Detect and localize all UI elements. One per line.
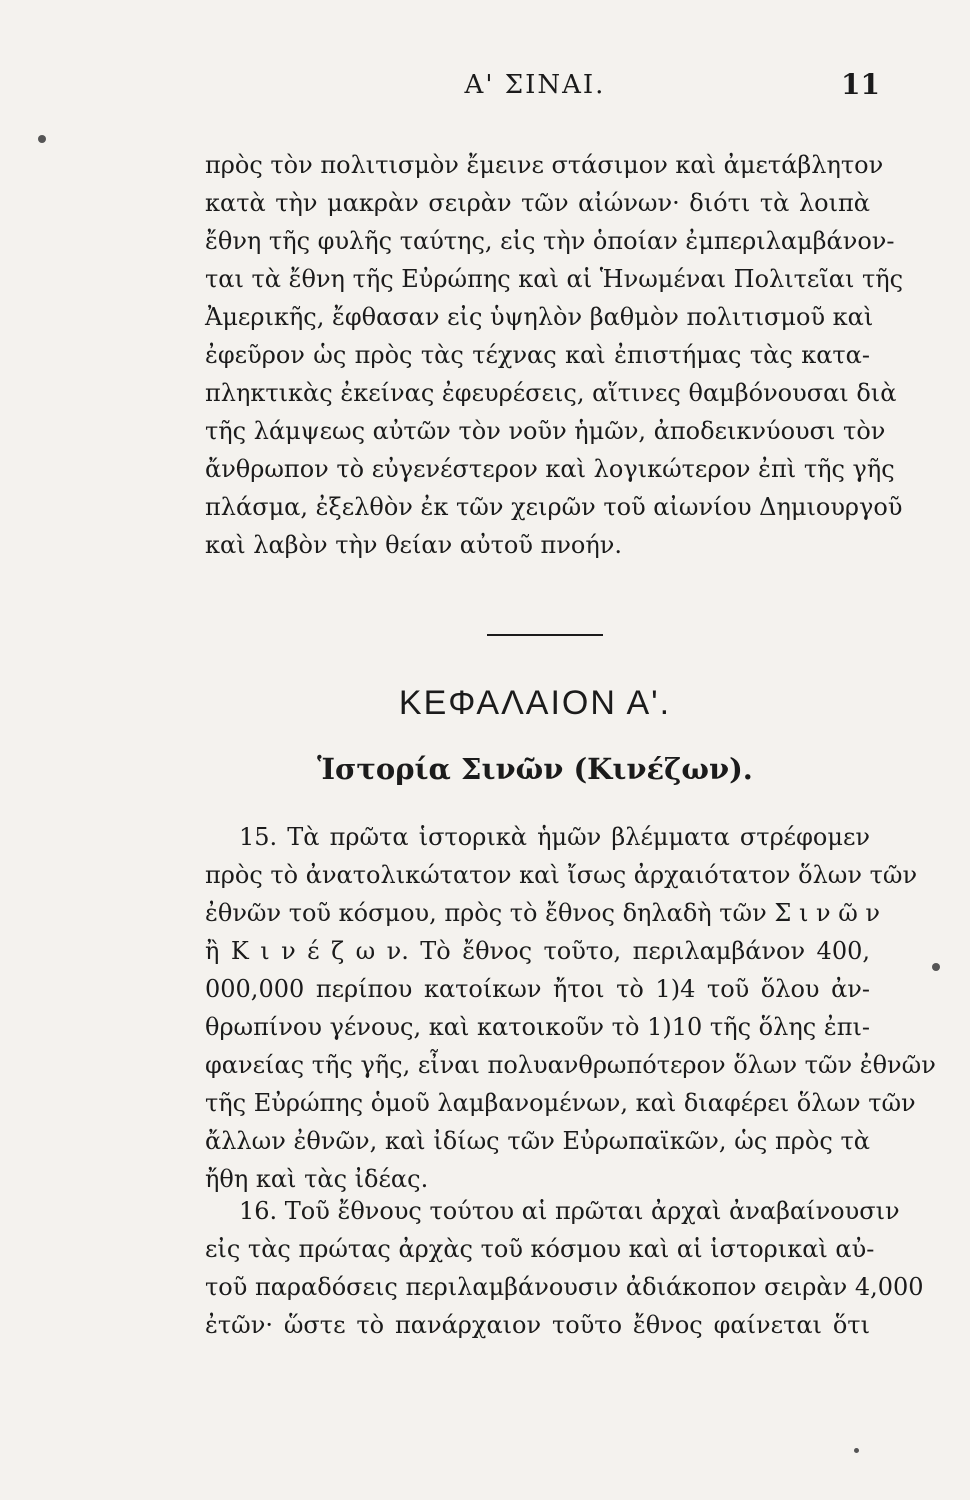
text-line: θρωπίνου γένους, καὶ κατοικοῦν τὸ 1)10 τῆς ὅλης ἐπι- (205, 1013, 870, 1041)
text-line: πληκτικὰς ἐκείνας ἐφευρέσεις, αἵτινες θαμβόνουσαι διὰ (205, 379, 897, 407)
chapter-subtitle: Ἱστορία Σινῶν (Κινέζων). (317, 752, 753, 786)
text-line: 16. Τοῦ ἔθνους τούτου αἱ πρῶται ἀρχαὶ ἀναβαίνουσιν (239, 1197, 900, 1225)
section-16-paragraph (205, 1192, 924, 1344)
text-line: ἄλλων ἐθνῶν, καὶ ἰδίως τῶν Εὐρωπαϊκῶν, ὡς πρὸς τὰ (205, 1127, 870, 1155)
text-line: τῆς Εὐρώπης ὁμοῦ λαμβανομένων, καὶ διαφέρει ὅλων τῶν (205, 1089, 916, 1117)
intro-paragraph (205, 146, 904, 564)
ink-speck (38, 135, 46, 143)
text-line: ἄνθρωπον τὸ εὐγενέστερον καὶ λογικώτερον ἐπὶ τῆς γῆς (205, 455, 895, 483)
text-line: πλάσμα, ἐξελθὸν ἐκ τῶν χειρῶν τοῦ αἰωνίου Δημιουργοῦ (205, 493, 903, 521)
text-line: 15. Τὰ πρῶτα ἱστορικὰ ἡμῶν βλέμματα στρέφομεν (239, 823, 870, 851)
page-number: 11 (841, 68, 880, 101)
running-title: Α' ΣΙΝΑΙ. (464, 70, 606, 100)
text-line: καὶ λαβὸν τὴν θείαν αὐτοῦ πνοήν. (205, 531, 622, 559)
text-line: εἰς τὰς πρώτας ἀρχὰς τοῦ κόσμου καὶ αἱ ἱστορικαὶ αὐ- (205, 1235, 875, 1263)
running-header (190, 70, 880, 110)
text-line: ἐθνῶν τοῦ κόσμου, πρὸς τὸ ἔθνος δηλαδὴ τῶν Σ ι ν ῶ ν (205, 899, 880, 927)
ink-speck (854, 1448, 859, 1453)
text-line: ἐτῶν· ὥστε τὸ πανάρχαιον τοῦτο ἔθνος φαίνεται ὅτι (205, 1311, 870, 1339)
text-line: ἐφεῦρον ὡς πρὸς τὰς τέχνας καὶ ἐπιστήμας τὰς κατα- (205, 341, 870, 369)
text-line: ται τὰ ἔθνη τῆς Εὐρώπης καὶ αἱ Ἡνωμέναι Πολιτεῖαι τῆς (205, 265, 904, 293)
text-line: ἢ Κ ι ν έ ζ ω ν. Τὸ ἔθνος τοῦτο, περιλαμβάνον 400, (205, 937, 870, 965)
text-line: Ἀμερικῆς, ἔφθασαν εἰς ὑψηλὸν βαθμὸν πολιτισμοῦ καὶ (205, 303, 874, 331)
text-line: φανείας τῆς γῆς, εἶναι πολυανθρωπότερον ὅλων τῶν ἐθνῶν (205, 1051, 936, 1079)
text-line: 000,000 περίπου κατοίκων ἤτοι τὸ 1)4 τοῦ ὅλου ἀν- (205, 975, 870, 1003)
section-15-paragraph (205, 818, 936, 1198)
text-line: κατὰ τὴν μακρὰν σειρὰν τῶν αἰώνων· διότι τὰ λοιπὰ (205, 189, 870, 217)
section-divider (487, 634, 603, 636)
text-line: ἔθνη τῆς φυλῆς ταύτης, εἰς τὴν ὁποίαν ἐμπεριλαμβάνον- (205, 227, 895, 255)
text-line: πρὸς τὸ ἀνατολικώτατον καὶ ἴσως ἀρχαιότατον ὅλων τῶν (205, 861, 918, 889)
chapter-title: ΚΕΦΑΛΑΙΟΝ Α'. (398, 684, 672, 722)
text-line: τοῦ παραδόσεις περιλαμβάνουσιν ἀδιάκοπον σειρὰν 4,000 (205, 1273, 924, 1301)
ink-speck (932, 963, 940, 971)
text-line: πρὸς τὸν πολιτισμὸν ἔμεινε στάσιμον καὶ ἀμετάβλητον (205, 151, 884, 179)
text-line: τῆς λάμψεως αὐτῶν τὸν νοῦν ἡμῶν, ἀποδεικνύουσι τὸν (205, 417, 886, 445)
text-line: ἤθη καὶ τὰς ἰδέας. (205, 1165, 429, 1193)
